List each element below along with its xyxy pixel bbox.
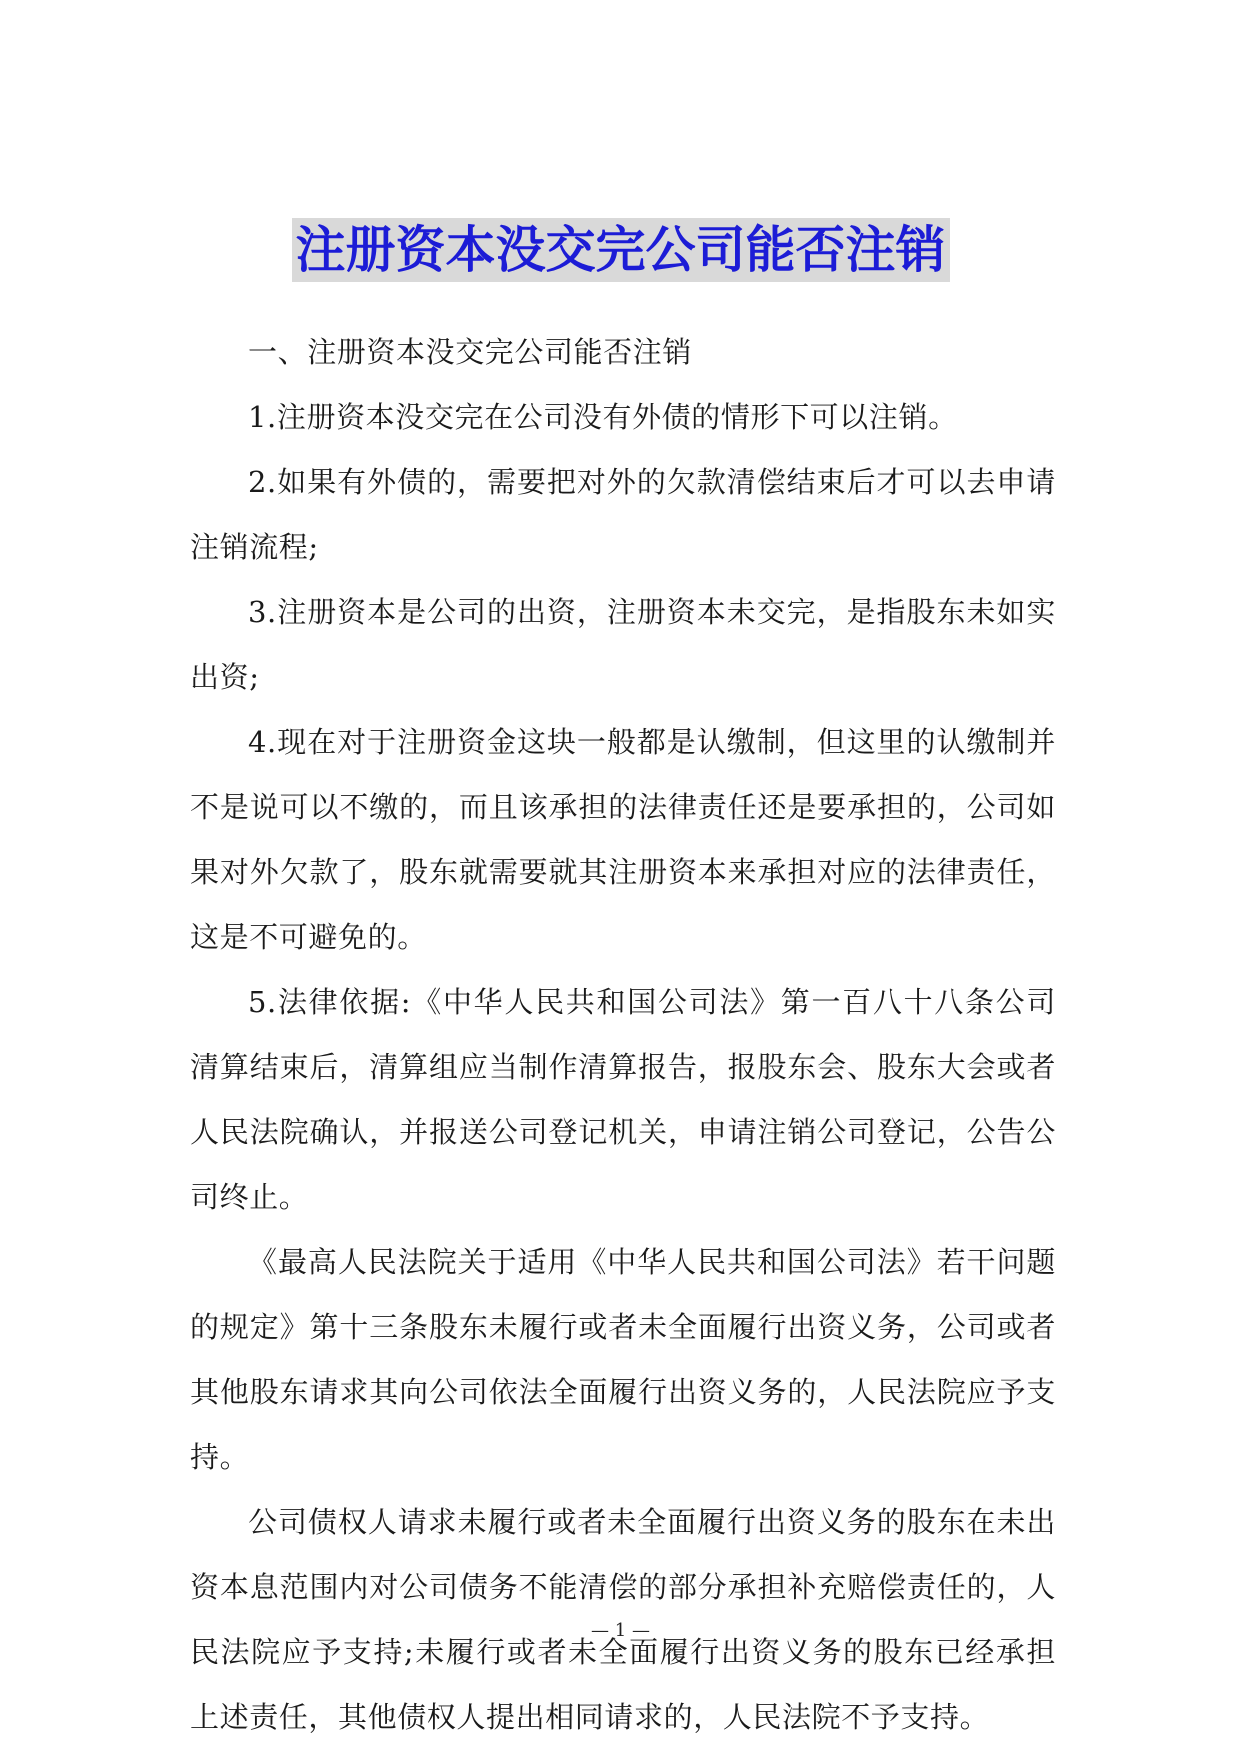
document-title: 注册资本没交完公司能否注销	[292, 218, 950, 282]
paragraph-legal-provision-1: 《最高人民法院关于适用《中华人民共和国公司法》若干问题的规定》第十三条股东未履行或者未全面履行出资义务，公司或者其他股东请求其向公司依法全面履行出资义务的，人民法院应予支持。	[190, 1245, 1056, 1474]
paragraph-item-3: 3.注册资本是公司的出资，注册资本未交完，是指股东未如实出资;	[190, 595, 1056, 694]
title-container	[0, 218, 1241, 282]
paragraph-item-1: 1.注册资本没交完在公司没有外债的情形下可以注销。	[248, 400, 958, 434]
document-body	[190, 320, 1056, 1750]
paragraph-legal-provision-2: 公司债权人请求未履行或者未全面履行出资义务的股东在未出资本息范围内对公司债务不能清偿的部分承担补充赔偿责任的，人民法院应予支持;未履行或者未全面履行出资义务的股东已经承担上述责任，其他债权人提出相同请求的，人民法院不予支持。	[190, 1505, 1056, 1734]
page-number: — 1 —	[591, 1620, 650, 1641]
paragraph-item-5: 5.法律依据:《中华人民共和国公司法》第一百八十八条公司清算结束后，清算组应当制作清算报告，报股东会、股东大会或者人民法院确认，并报送公司登记机关，申请注销公司登记，公告公司终止。	[190, 985, 1056, 1214]
paragraph-section-heading: 一、注册资本没交完公司能否注销	[248, 335, 693, 369]
paragraph-item-2: 2.如果有外债的，需要把对外的欠款清偿结束后才可以去申请注销流程;	[190, 465, 1056, 564]
paragraph-item-4: 4.现在对于注册资金这块一般都是认缴制，但这里的认缴制并不是说可以不缴的，而且该承担的法律责任还是要承担的，公司如果对外欠款了，股东就需要就其注册资本来承担对应的法律责任，这是不可避免的。	[190, 725, 1056, 954]
